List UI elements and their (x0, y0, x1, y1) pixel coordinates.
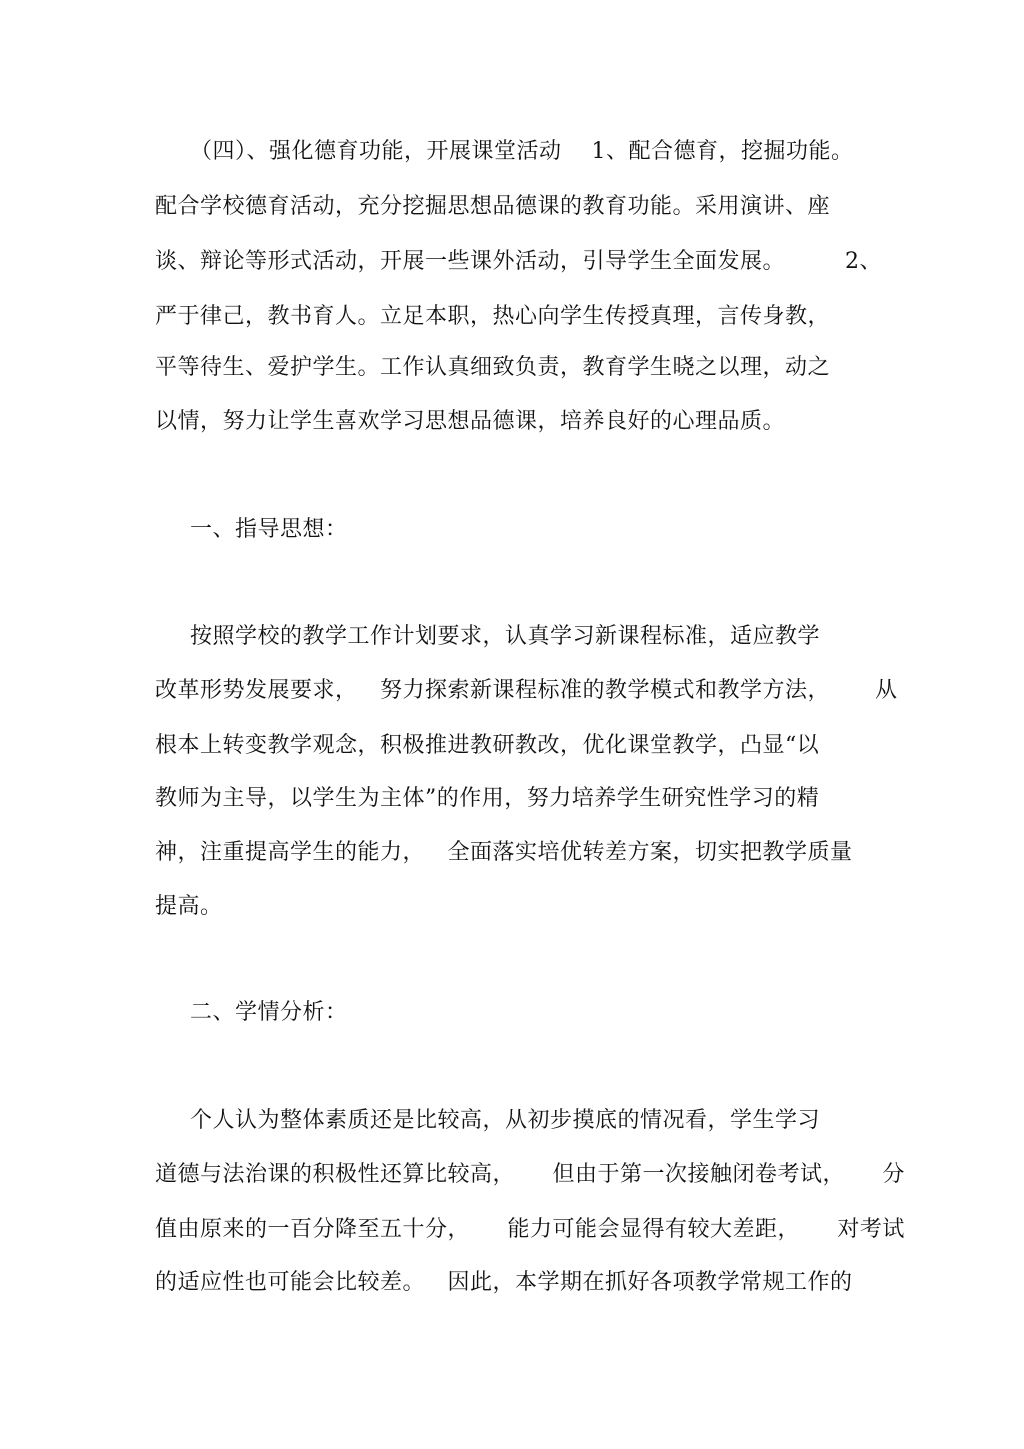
paragraph-line: 谈、辩论等形式活动，开展一些课外活动，引导学生全面发展。 2、 (155, 249, 882, 274)
paragraph-line: 神，注重提高学生的能力， 全面落实培优转差方案，切实把教学质量 (155, 840, 853, 865)
paragraph-line: 严于律己，教书育人。立足本职，热心向学生传授真理，言传身教， (155, 304, 831, 329)
paragraph-line: 提高。 (155, 894, 223, 919)
paragraph-line: 以情，努力让学生喜欢学习思想品德课，培养良好的心理品质。 (155, 409, 786, 434)
paragraph-line: 根本上转变教学观念，积极推进教研教改，优化课堂教学，凸显“以 (155, 733, 820, 758)
paragraph-line: 平等待生、爱护学生。工作认真细致负责，教育学生晓之以理，动之 (155, 355, 831, 380)
paragraph-line: 个人认为整体素质还是比较高，从初步摸底的情况看，学生学习 (190, 1108, 821, 1133)
paragraph-line: 道德与法治课的积极性还算比较高， 但由于第一次接触闭卷考试， 分 (155, 1162, 905, 1187)
paragraph-line: 的适应性也可能会比较差。 因此，本学期在抓好各项教学常规工作的 (155, 1270, 853, 1295)
paragraph-line: 按照学校的教学工作计划要求，认真学习新课程标准，适应教学 (190, 624, 821, 649)
paragraph-line: （四）、强化德育功能，开展课堂活动 1、配合德育，挖掘功能。 (190, 139, 854, 164)
paragraph-line: 配合学校德育活动，充分挖掘思想品德课的教育功能。采用演讲、座 (155, 194, 831, 219)
section-heading: 二、学情分析： (190, 1000, 348, 1025)
paragraph-line: 教师为主导，以学生为主体”的作用，努力培养学生研究性学习的精 (155, 786, 820, 811)
paragraph-line: 改革形势发展要求， 努力探索新课程标准的教学模式和教学方法， 从 (155, 678, 898, 703)
paragraph-line: 值由原来的一百分降至五十分， 能力可能会显得有较大差距， 对考试 (155, 1217, 905, 1242)
section-heading: 一、指导思想： (190, 517, 348, 542)
